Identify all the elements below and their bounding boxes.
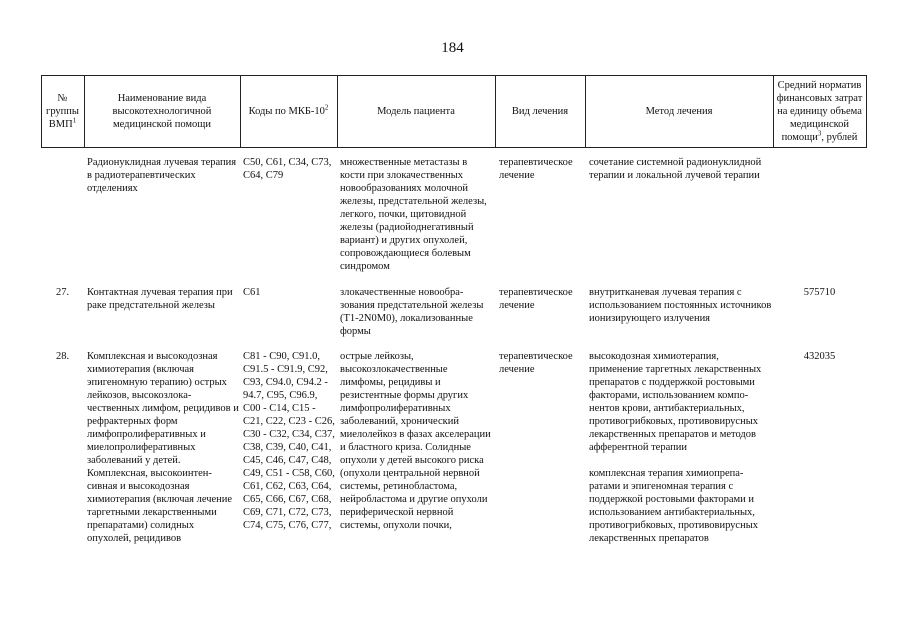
header-patient-model: Модель пациента [377, 105, 455, 117]
table-header-border [41, 147, 867, 148]
row-28-cost: 432035 [803, 351, 836, 362]
row-1-treatment-type: терапевтическое лечение [499, 157, 573, 181]
header-treatment-type: Вид лечения [511, 105, 569, 117]
row-1-patient-model: множественные метастазы в кости при злокачественных новообразованиях молочной железы, предстательной железы, легкого, почки, щитовидной железы (радиойоднегативный вариант) и других опухолей, сопровождающиеся болевым синдромом [340, 157, 487, 272]
row-27-number: 27. [55, 287, 70, 298]
row-28-care-type-part-a: Комплексная и высокодозная химиотерапия (включая эпигеномную терапию) острых лейкозов, высокозлока-чественных лимфом, рецидивов и рефрактерных форм лимфопролиферативных и миелопролиферативных заболеваний у детей. [87, 351, 239, 466]
row-27-care-type: Контактная лучевая терапия при раке предстательной железы [87, 287, 233, 311]
row-28-treatment-method [589, 350, 773, 545]
page-number: 184 [441, 40, 464, 56]
row-27-icd-codes: C61 [243, 287, 261, 298]
row-27-treatment-type: терапевтическое лечение [499, 287, 573, 311]
row-28-patient-model: острые лейкозы, высокозлокачественные лимфомы, рецидивы и резистентные формы других лимфопролиферативных заболеваний, хронический миелолейкоз в фазах акселерации и бластного криза. Солидные опухоли у детей высокого риска (опухоли центральной нервной системы, ретинобластома, нейробластома и другие опухоли периферической нервной системы, опухоли почки, [340, 351, 491, 531]
row-27-treatment-method: внутритканевая лучевая терапия с использованием постоянных источников ионизирующего излучения [589, 287, 772, 324]
paragraph-gap [589, 454, 773, 467]
row-28-icd-codes: C81 - C90, C91.0, C91.5 - C91.9, C92, C93, C94.0, C94.2 - 94.7, C95, C96.9, C00 - C14, C15 - C21, C22, C23 - C26, C30 - C32, C34, C37, C38, C39, C40, C41, C45, C46, C47, C48, C49, C51 - C58, C60, C61, C62, C63, C64, C65, C66, C67, C68, C69, C71, C72, C73, C74, C75, C76, C77, [243, 351, 335, 531]
header-care-type: Наименование вида высокотехнологичной медицинской помощи [112, 92, 212, 130]
row-28-care-type [87, 350, 239, 545]
row-28-number: 28. [55, 351, 70, 362]
row-1-treatment-method: сочетание системной радионуклидной терапии и локальной лучевой терапии [589, 157, 762, 181]
header-treatment-method: Метод лечения [645, 105, 713, 117]
row-27-cost: 575710 [803, 287, 836, 298]
row-1-icd-codes: C50, C61, C34, C73, C64, C79 [243, 157, 332, 181]
row-28-care-type-part-b: Комплексная, высокоинтен-сивная и высокодозная химиотерапия (включая лечение таргетными лекарственными препаратами) солидных опухолей, рецидивов [87, 468, 233, 544]
column-border [866, 75, 867, 147]
header-icd-codes: Коды по МКБ-$10^2$ [248, 103, 329, 117]
header-group-number: № группы ВМП$^1$ [46, 92, 79, 130]
header-cost-standard: Средний норматив финансовых затрат на единицу объема медицинской помощи$^3$, рублей [776, 79, 863, 143]
row-28-method-part-b: комплексная терапия химиопрепа-ратами и эпигеномная терапия с поддержкой ростовыми факторами и использованием антибактериальных, противогрибковых, противовирусных лекарственных препаратов [589, 468, 759, 544]
row-28-treatment-type: терапевтическое лечение [499, 351, 573, 375]
row-27-patient-model: злокачественные новообра-зования предстательной железы (T1-2N0M0), локализованные формы [340, 287, 484, 337]
row-28-method-part-a: высокодозная химиотерапия, применение таргетных лекарственных препаратов с поддержкой ростовыми факторами, использованием компо-нентов крови, антибактериальных, противогрибковых, противовирусных лекарственных препаратов и методов афферентной терапии [589, 351, 762, 453]
row-1-care-type: Радионуклидная лучевая терапия в радиотерапевтических отделениях [87, 157, 237, 194]
